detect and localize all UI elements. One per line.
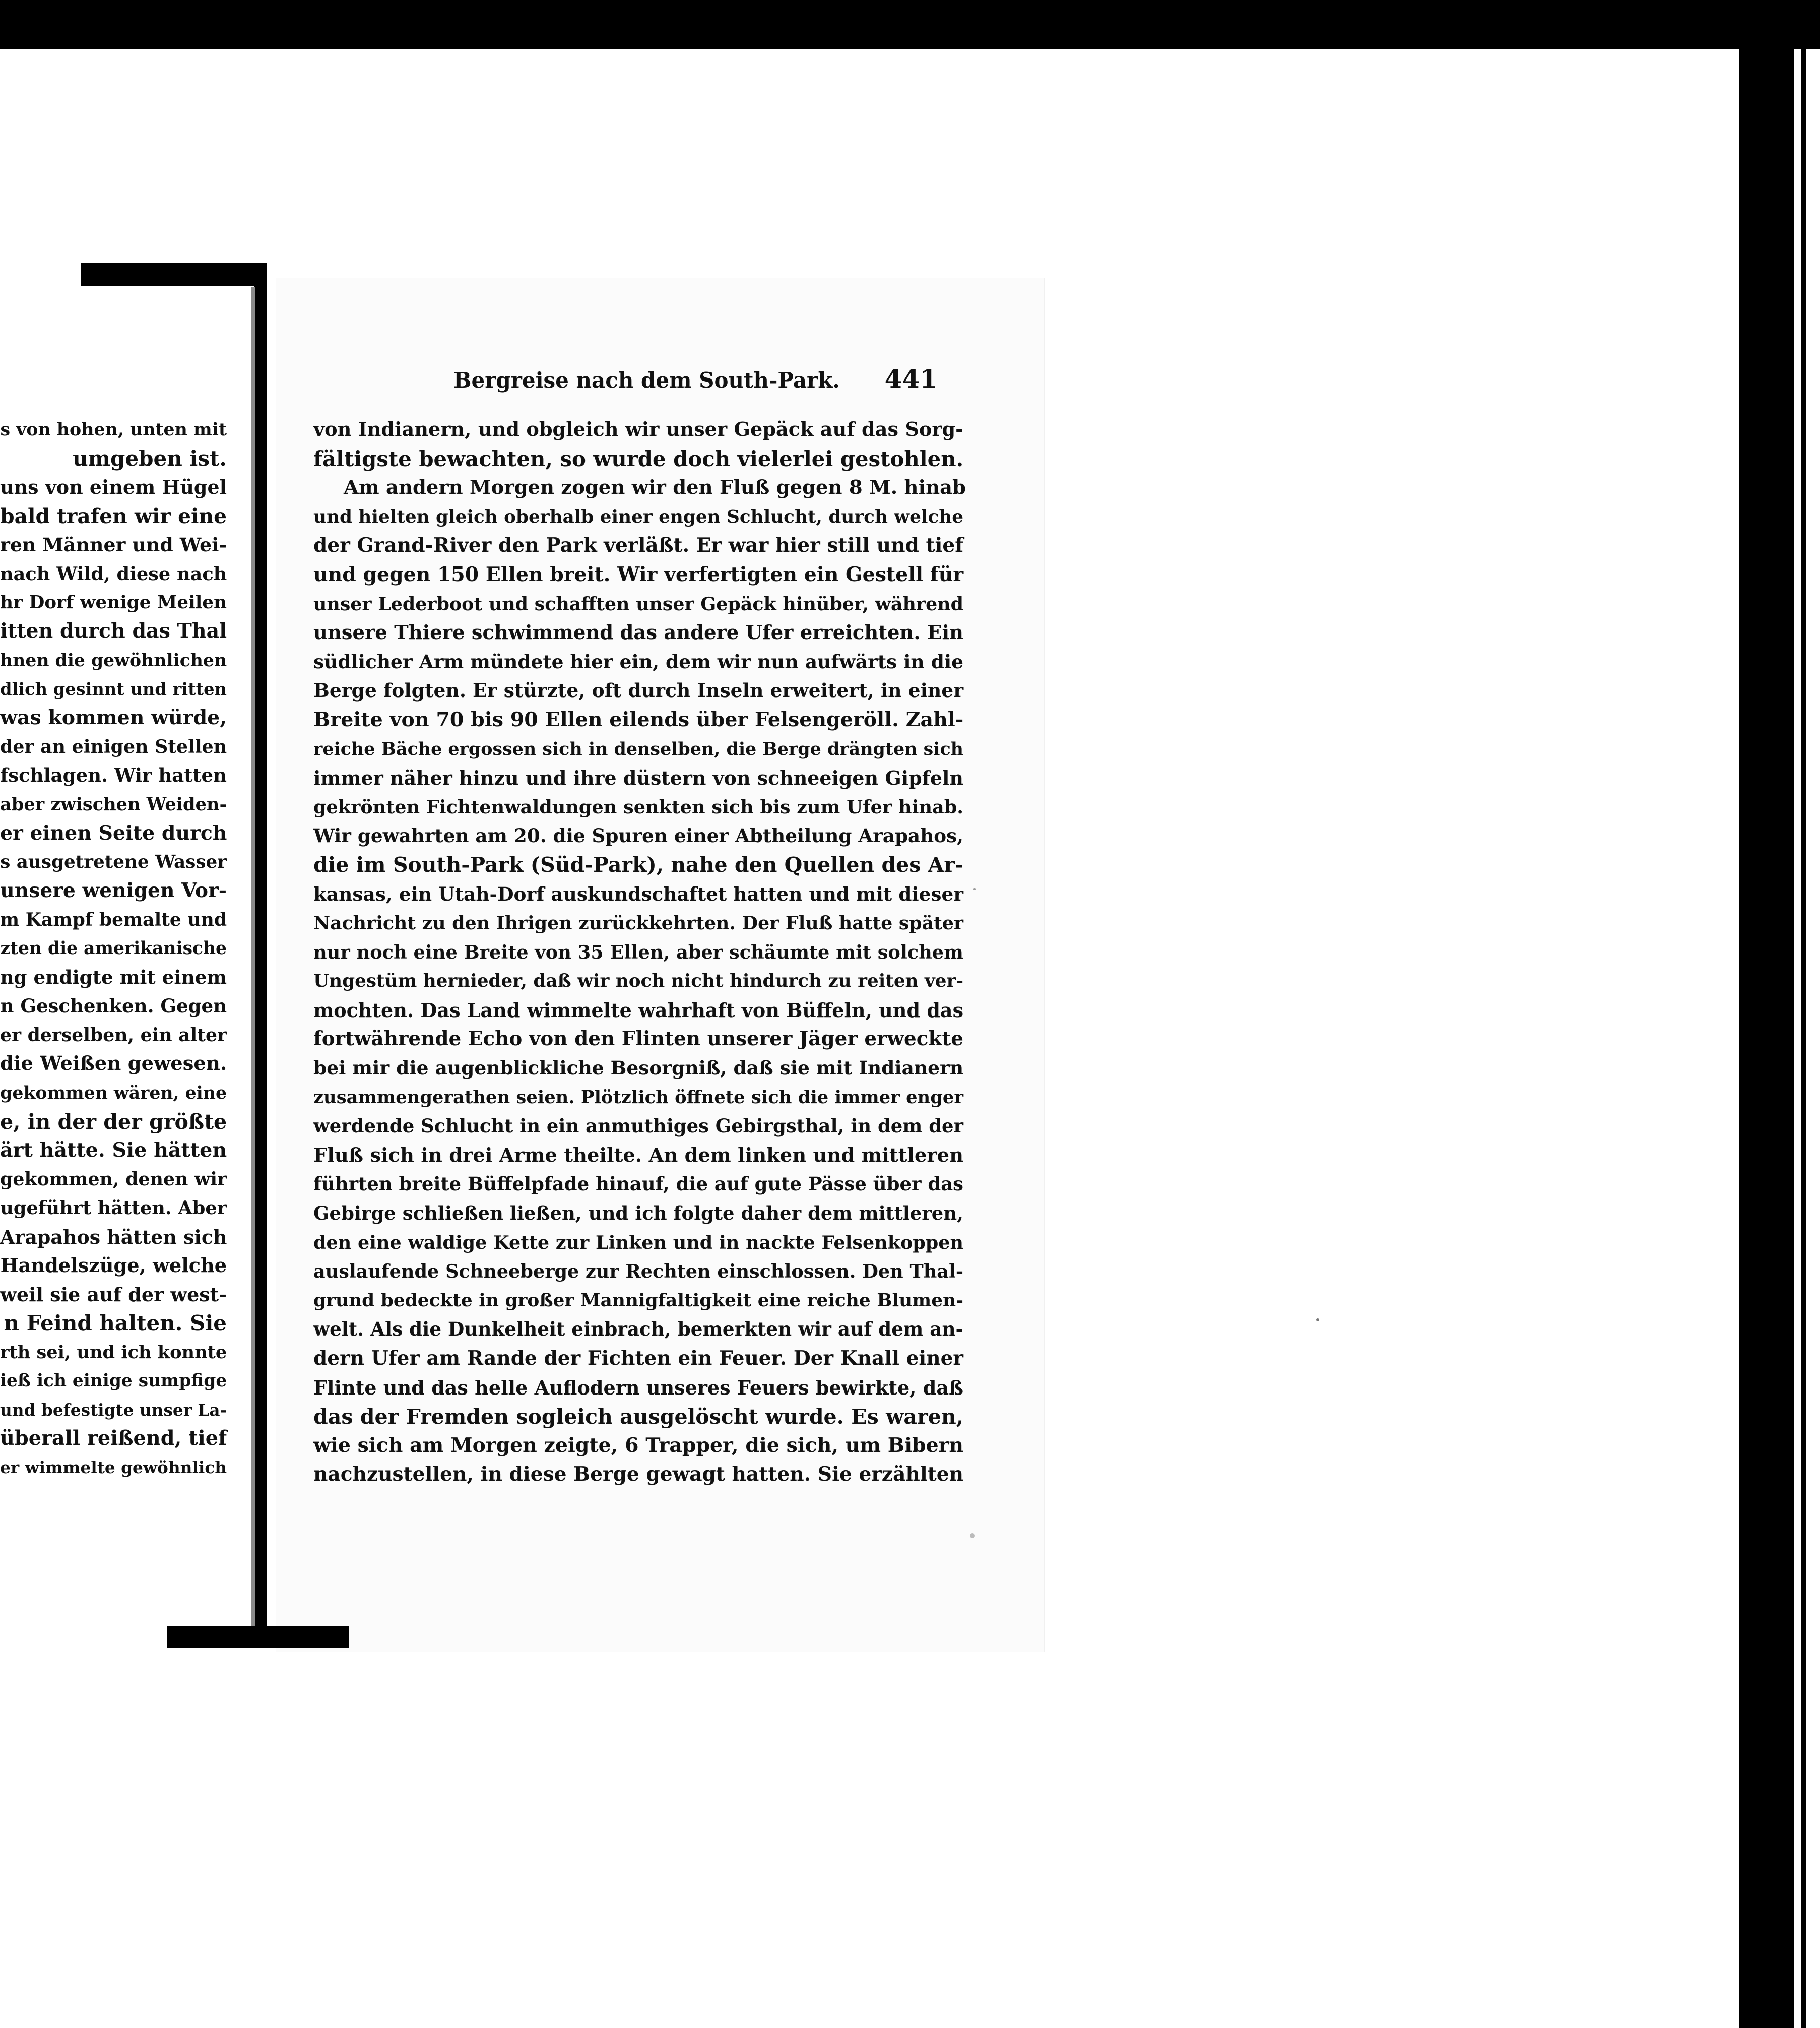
left-page-line: umgeben ist.	[73, 446, 227, 471]
bracket-top-bar	[81, 263, 267, 286]
text-line: Am andern Morgen zogen wir den Fluß gegen 8 M. hinab	[344, 476, 966, 499]
left-page-line: überall reißend, tief	[0, 1427, 227, 1450]
text-line: der Grand-River den Park verläßt. Er war hier still und tief	[313, 534, 964, 557]
left-page-line: uns von einem Hügel	[0, 476, 227, 499]
text-line: das der Fremden sogleich ausgelöscht wurde. Es waren,	[313, 1404, 963, 1429]
text-line: wie sich am Morgen zeigte, 6 Trapper, die sich, um Bibern	[313, 1433, 963, 1457]
text-line: grund bedeckte in großer Mannigfaltigkeit eine reiche Blumen-	[313, 1289, 963, 1311]
text-line: von Indianern, und obgleich wir unser Gepäck auf das Sorg-	[313, 418, 963, 441]
left-page-line: s von hohen, unten mit	[0, 419, 227, 440]
left-page-line: zten die amerikanische	[0, 938, 227, 959]
left-page-line: e, in der der größte	[0, 1109, 227, 1134]
left-page-line: bald trafen wir eine	[0, 503, 227, 528]
left-page-line: ärt hätte. Sie hätten	[0, 1138, 227, 1162]
text-line: kansas, ein Utah-Dorf auskundschaftet hatten und mit dieser	[313, 882, 963, 905]
bracket-shadow	[251, 287, 255, 1643]
text-line: nur noch eine Breite von 35 Ellen, aber schäumte mit solchem	[313, 941, 963, 963]
next-page-border	[1801, 49, 1806, 2028]
left-page-line: n Geschenken. Gegen	[0, 995, 227, 1018]
text-line: und gegen 150 Ellen breit. Wir verfertigten ein Gestell für	[313, 562, 964, 586]
left-page-line: aber zwischen Weiden-	[0, 794, 227, 815]
text-line: auslaufende Schneeberge zur Rechten einschlossen. Den Thal-	[313, 1260, 963, 1283]
text-line: dern Ufer am Rande der Fichten ein Feuer. Der Knall einer	[313, 1347, 963, 1370]
left-page-line: was kommen würde,	[0, 706, 227, 730]
text-line: Flinte und das helle Auflodern unseres Feuers bewirkte, daß	[313, 1376, 963, 1399]
running-title: Bergreise nach dem South-Park.	[453, 368, 840, 393]
left-page-line: er wimmelte gewöhnlich	[0, 1457, 227, 1478]
text-line: südlicher Arm mündete hier ein, dem wir nun aufwärts in die	[313, 650, 963, 673]
text-line: Breite von 70 bis 90 Ellen eilends über Felsengeröll. Zahl-	[313, 708, 964, 731]
left-page-line: s ausgetretene Wasser	[0, 851, 227, 873]
left-page-line: der an einigen Stellen	[0, 736, 227, 758]
text-line: bei mir die augenblickliche Besorgniß, daß sie mit Indianern	[313, 1057, 964, 1080]
text-line: zusammengerathen seien. Plötzlich öffnete sich die immer enger	[313, 1087, 963, 1108]
left-page-line: gekommen, denen wir	[0, 1168, 227, 1190]
page-number: 441	[884, 364, 937, 394]
text-line: immer näher hinzu und ihre düstern von schneeigen Gipfeln	[313, 767, 963, 790]
text-line: und hielten gleich oberhalb einer engen Schlucht, durch welche	[313, 505, 963, 527]
left-page-line: fschlagen. Wir hatten	[0, 764, 227, 787]
left-page-line: Handelszüge, welche	[0, 1254, 227, 1277]
speck	[973, 888, 976, 890]
left-page-line: itten durch das Thal	[0, 619, 227, 643]
left-page-line: und befestigte unser La-	[0, 1400, 227, 1420]
text-line: werdende Schlucht in ein anmuthiges Gebirgsthal, in dem der	[313, 1115, 963, 1137]
text-line: Gebirge schließen ließen, und ich folgte daher dem mittleren,	[313, 1202, 963, 1225]
left-page-line: hr Dorf wenige Meilen	[0, 592, 227, 613]
text-line: den eine waldige Kette zur Linken und in nackte Felsenkoppen	[313, 1231, 963, 1253]
text-line: führten breite Büffelpfade hinauf, die auf gute Pässe über das	[313, 1173, 963, 1195]
text-line: Nachricht zu den Ihrigen zurückkehrten. Der Fluß hatte später	[313, 912, 963, 934]
text-line: welt. Als die Dunkelheit einbrach, bemerkten wir auf dem an-	[313, 1318, 963, 1341]
left-page-line: ieß ich einige sumpfige	[0, 1370, 227, 1391]
left-page-line: ren Männer und Wei-	[0, 533, 227, 556]
left-page-line: unsere wenigen Vor-	[0, 879, 227, 903]
speck	[970, 1533, 975, 1538]
text-line: unsere Thiere schwimmend das andere Ufer erreichten. Ein	[313, 621, 963, 645]
text-line: Ungestüm hernieder, daß wir noch nicht hindurch zu reiten ver-	[313, 970, 964, 992]
left-page-line: ugeführt hätten. Aber	[0, 1197, 227, 1219]
speck	[1316, 1318, 1319, 1321]
page-header	[312, 364, 937, 397]
text-line: unser Lederboot und schafften unser Gepäck hinüber, während	[313, 593, 963, 615]
left-page-line: weil sie auf der west-	[0, 1283, 227, 1306]
text-line: nachzustellen, in diese Berge gewagt hatten. Sie erzählten	[313, 1463, 963, 1486]
text-line: Wir gewahrten am 20. die Spuren einer Abtheilung Arapahos,	[313, 825, 963, 847]
text-line: Fluß sich in drei Arme theilte. An dem linken und mittleren	[313, 1144, 964, 1167]
text-line: Berge folgten. Er stürzte, oft durch Inseln erweitert, in einer	[313, 679, 964, 702]
left-page-line: nach Wild, diese nach	[0, 563, 227, 585]
bracket-bottom-bar	[167, 1626, 349, 1648]
left-page-line: Arapahos hätten sich	[0, 1225, 227, 1248]
next-page-edge	[1794, 49, 1820, 2028]
left-page-text	[0, 415, 227, 1482]
text-line: gekrönten Fichtenwaldungen senkten sich bis zum Ufer hinab.	[313, 796, 963, 818]
left-page-line: die Weißen gewesen.	[0, 1052, 227, 1075]
left-page-line: er derselben, ein alter	[0, 1024, 227, 1046]
main-text-column	[313, 415, 966, 1489]
left-page-line: m Kampf bemalte und	[0, 909, 227, 931]
left-page-line: hnen die gewöhnlichen	[0, 650, 227, 671]
left-page-line: er einen Seite durch	[0, 821, 227, 845]
left-page-line: ng endigte mit einem	[0, 966, 227, 988]
text-line: die im South-Park (Süd-Park), nahe den Quellen des Ar-	[313, 852, 963, 877]
left-page-line: n Feind halten. Sie	[4, 1311, 227, 1336]
left-page-line: rth sei, und ich konnte	[0, 1342, 227, 1363]
bracket-vertical-bar	[254, 263, 267, 1644]
text-line: fältigste bewachten, so wurde doch vielerlei gestohlen.	[313, 446, 964, 471]
left-page-line: dlich gesinnt und ritten	[0, 678, 227, 699]
text-line: mochten. Das Land wimmelte wahrhaft von Büffeln, und das	[313, 998, 963, 1022]
text-line: reiche Bäche ergossen sich in denselben, die Berge drängten sich	[313, 738, 963, 759]
left-page-line: gekommen wären, eine	[0, 1082, 227, 1103]
text-line: fortwährende Echo von den Flinten unserer Jäger erweckte	[313, 1028, 963, 1051]
